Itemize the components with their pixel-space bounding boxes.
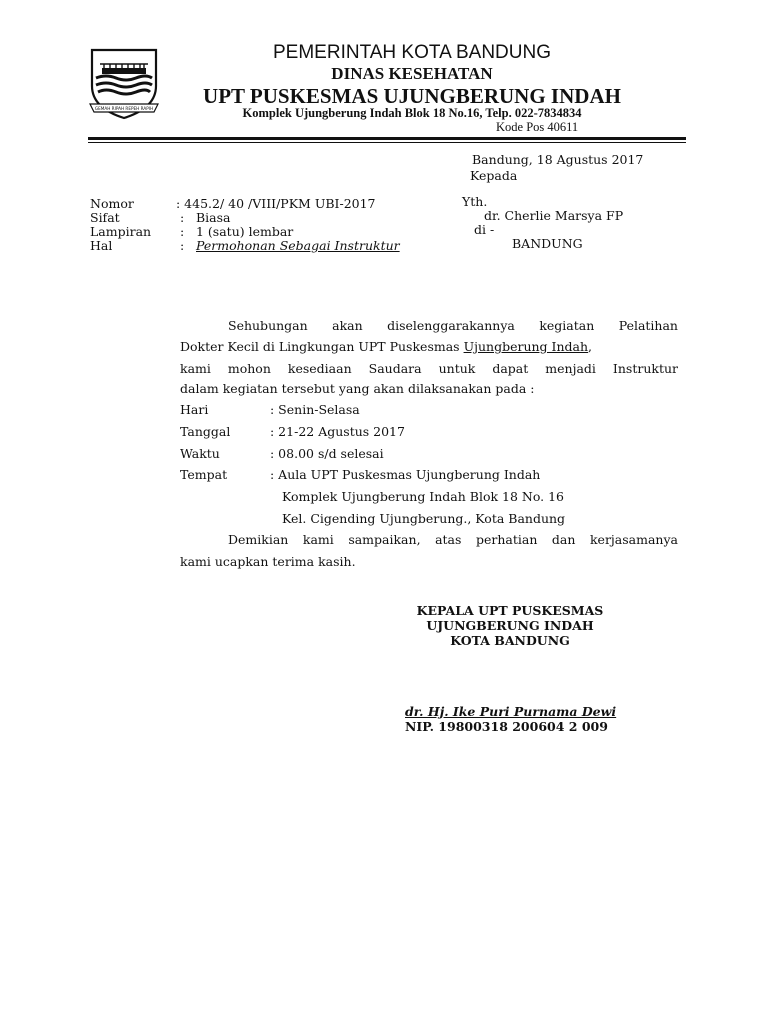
kepada-label: Kepada	[470, 168, 518, 183]
body-line-2-underlined: Ujungberung Indah	[463, 339, 589, 354]
closing-line-2: kami ucapkan terima kasih.	[180, 554, 356, 569]
signature-title-1: KEPALA UPT PUSKESMAS	[416, 603, 604, 618]
recipient-yth: Yth.	[462, 194, 488, 209]
lampiran-colon: :	[180, 224, 185, 239]
letterhead-government: PEMERINTAH KOTA BANDUNG	[273, 42, 551, 63]
hari-label: Hari	[180, 402, 209, 417]
tempat-value: : Aula UPT Puskesmas Ujungberung Indah	[270, 467, 541, 482]
body-line-4: dalam kegiatan tersebut yang akan dilaksanakan pada :	[180, 381, 535, 396]
hal-colon: :	[180, 238, 185, 253]
tanggal-label: Tanggal	[180, 424, 231, 439]
tempat-label: Tempat	[180, 467, 228, 482]
body-line-1: Sehubungan akan diselenggarakannya kegiatan Pelatihan	[228, 318, 678, 333]
body-line-2	[180, 339, 592, 354]
letterhead-address: Komplek Ujungberung Indah Blok 18 No.16, Telp. 022-7834834	[242, 106, 582, 120]
lampiran-label: Lampiran	[90, 224, 152, 239]
signatory-nip: NIP. 19800318 200604 2 009	[405, 719, 608, 734]
hal-value: Permohonan Sebagai Instruktur	[196, 238, 400, 253]
tempat-line-2: Komplek Ujungberung Indah Blok 18 No. 16	[282, 489, 564, 504]
signature-title-3: KOTA BANDUNG	[450, 633, 570, 648]
nomor-label: Nomor	[90, 196, 134, 211]
hari-value: : Senin-Selasa	[270, 402, 360, 417]
waktu-label: Waktu	[180, 446, 220, 461]
recipient-di: di -	[474, 222, 495, 237]
header-rule-thin	[88, 142, 686, 143]
letterhead-agency: DINAS KESEHATAN	[331, 64, 493, 83]
logo-motto-text: GEMAH RIPAH REPEH RAPIH	[94, 106, 154, 111]
body-line-2-text: Dokter Kecil di Lingkungan UPT Puskesmas	[180, 339, 464, 354]
recipient-name: dr. Cherlie Marsya FP	[484, 208, 624, 223]
lampiran-value: 1 (satu) lembar	[196, 224, 294, 239]
tanggal-value: : 21-22 Agustus 2017	[270, 424, 405, 439]
sifat-value: Biasa	[196, 210, 231, 225]
waktu-value: : 08.00 s/d selesai	[270, 446, 384, 461]
sifat-label: Sifat	[90, 210, 120, 225]
hal-label: Hal	[90, 238, 113, 253]
sifat-colon: :	[180, 210, 185, 225]
signature-title-2: UJUNGBERUNG INDAH	[426, 618, 594, 633]
signatory-name: dr. Hj. Ike Puri Purnama Dewi	[405, 704, 617, 719]
letterhead-institution: UPT PUSKESMAS UJUNGBERUNG INDAH	[203, 84, 621, 108]
nomor-value: : 445.2/ 40 /VIII/PKM UBI-2017	[176, 196, 376, 211]
recipient-city: BANDUNG	[512, 236, 583, 251]
tempat-line-3: Kel. Cigending Ujungberung., Kota Bandung	[282, 511, 566, 526]
letterhead-postal-code: Kode Pos 40611	[496, 120, 579, 134]
body-line-2-comma: ,	[588, 339, 593, 354]
body-line-3: kami mohon kesediaan Saudara untuk dapat menjadi Instruktur	[180, 361, 678, 376]
closing-line-1: Demikian kami sampaikan, atas perhatian dan kerjasamanya	[228, 532, 678, 547]
letter-date: Bandung, 18 Agustus 2017	[472, 152, 644, 167]
header-rule-thick	[88, 137, 686, 140]
